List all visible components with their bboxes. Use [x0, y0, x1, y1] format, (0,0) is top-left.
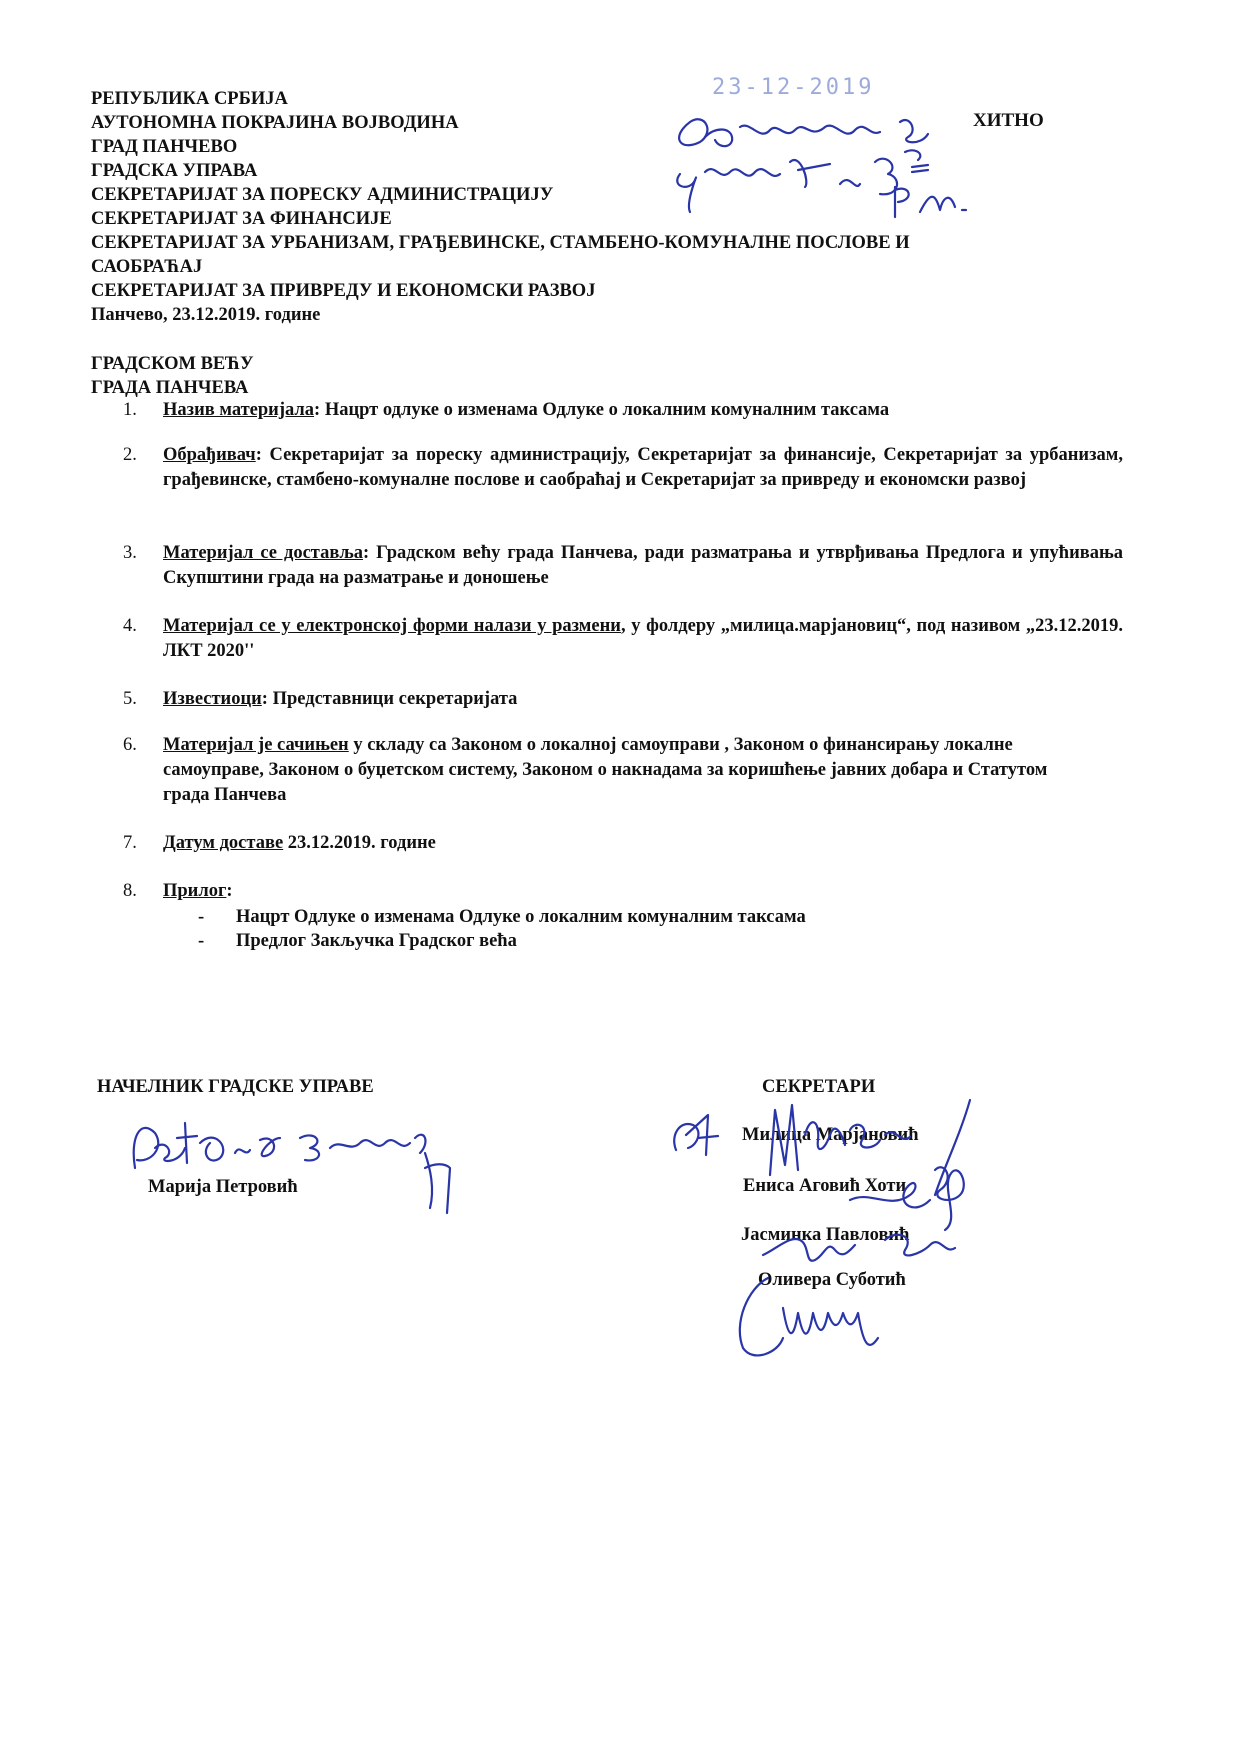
item-number: 5.: [123, 689, 137, 709]
attachment-item: [198, 929, 517, 954]
item-number: 4.: [123, 616, 137, 636]
item-text: , у фолдеру „милица.марјановиц“, под називом „23.12.2019. ЛКТ 2020'': [163, 616, 1123, 661]
list-item: [123, 733, 1053, 808]
item-label: Датум доставе: [163, 833, 284, 853]
header-line-administration: ГРАДСКА УПРАВА: [91, 161, 258, 181]
head-of-administration-title: НАЧЕЛНИК ГРАДСКЕ УПРАВЕ: [97, 1077, 374, 1097]
item-label: Материјал је сачињен: [163, 735, 349, 755]
handwritten-annotation: [660, 92, 980, 222]
header-line-date: Панчево, 23.12.2019. године: [91, 305, 321, 325]
item-number: 1.: [123, 400, 137, 420]
header-line-tax-secretariat: СЕКРЕТАРИЈАТ ЗА ПОРЕСКУ АДМИНИСТРАЦИЈУ: [91, 185, 554, 205]
urgent-label: ХИТНО: [973, 110, 1044, 131]
item-number: 8.: [123, 881, 137, 901]
item-label: Известиоци: [163, 689, 262, 709]
list-item: [123, 687, 1123, 712]
item-text: 23.12.2019. године: [283, 833, 436, 853]
item-label: Назив материјала: [163, 400, 315, 420]
item-number: 3.: [123, 543, 137, 563]
list-item: [123, 614, 1123, 664]
signer-name-marjanovic: Милица Марјановић: [742, 1125, 919, 1145]
list-item: [123, 831, 1123, 856]
signature-petrovic: [125, 1108, 465, 1218]
list-item: [123, 541, 1123, 591]
item-number: 7.: [123, 833, 137, 853]
header-line-city: ГРАД ПАНЧЕВО: [91, 137, 238, 157]
header-line-republic: РЕПУБЛИКА СРБИЈА: [91, 89, 288, 109]
item-label: Обрађивач: [163, 445, 256, 465]
signature-subotic: [728, 1268, 918, 1368]
item-text: :: [226, 881, 233, 901]
list-item: [123, 443, 1123, 493]
header-line-finance-secretariat: СЕКРЕТАРИЈАТ ЗА ФИНАНСИЈЕ: [91, 209, 392, 229]
signer-name-subotic: Оливера Суботић: [758, 1270, 906, 1290]
item-label: Материјал се у електронској форми налази у размени: [163, 616, 621, 636]
addressee: [91, 352, 254, 400]
attachment-bullet: -: [198, 907, 205, 927]
signature-initials: [668, 1110, 728, 1160]
secretaries-title: СЕКРЕТАРИ: [762, 1077, 876, 1097]
received-stamp-date: 23-12-2019: [712, 75, 875, 100]
attachment-item: [198, 905, 806, 930]
item-text: : Секретаријат за пореску администрацију, Секретаријат за финансије, Секретаријат за урбанизам, грађевинске, стамбено-комуналне послове и саобраћај и Секретаријат за привреду и економски развој: [163, 445, 1123, 490]
item-number: 6.: [123, 735, 137, 755]
header-line-urbanism-secretariat: СЕКРЕТАРИЈАТ ЗА УРБАНИЗАМ, ГРАЂЕВИНСКЕ, СТАМБЕНО-КОМУНАЛНЕ ПОСЛОВЕ И: [91, 233, 910, 253]
item-label: Материјал се доставља: [163, 543, 364, 563]
item-text: : Нацрт одлуке о изменама Одлуке о локалним комуналним таксама: [314, 400, 890, 420]
signer-name-left: Марија Петровић: [148, 1177, 298, 1197]
list-item: [123, 398, 1123, 423]
attachment-text: Нацрт Одлуке о изменама Одлуке о локалним комуналним таксама: [236, 907, 806, 927]
attachment-text: Предлог Закључка Градског већа: [236, 931, 517, 951]
list-item: [123, 879, 1123, 904]
item-label: Прилог: [163, 881, 227, 901]
item-text: : Представници секретаријата: [261, 689, 518, 709]
header-line-province: АУТОНОМНА ПОКРАЈИНА ВОЈВОДИНА: [91, 113, 459, 133]
signer-name-pavlovic: Јасминка Павловић: [741, 1225, 910, 1245]
item-number: 2.: [123, 445, 137, 465]
addressee-line-2: ГРАДА ПАНЧЕВА: [91, 378, 249, 398]
header-line-traffic: САОБРАЋАЈ: [91, 257, 203, 277]
header-line-economy-secretariat: СЕКРЕТАРИЈАТ ЗА ПРИВРЕДУ И ЕКОНОМСКИ РАЗВОЈ: [91, 281, 596, 301]
signer-name-agovic-hoti: Ениса Аговић Хоти: [743, 1176, 907, 1196]
item-text: у складу са Законом о локалној самоуправи , Законом о финансирању локалне самоуправе, Законом о буџетском систему, Законом о накнадама за коришћење јавних добара и Статутом града Панчева: [163, 735, 1048, 805]
attachment-bullet: -: [198, 931, 205, 951]
item-text: : Градском већу града Панчева, ради разматрања и утврђивања Предлога и упућивања Скупштини града на разматрање и доношење: [163, 543, 1123, 588]
addressee-line-1: ГРАДСКОМ ВЕЋУ: [91, 354, 254, 374]
